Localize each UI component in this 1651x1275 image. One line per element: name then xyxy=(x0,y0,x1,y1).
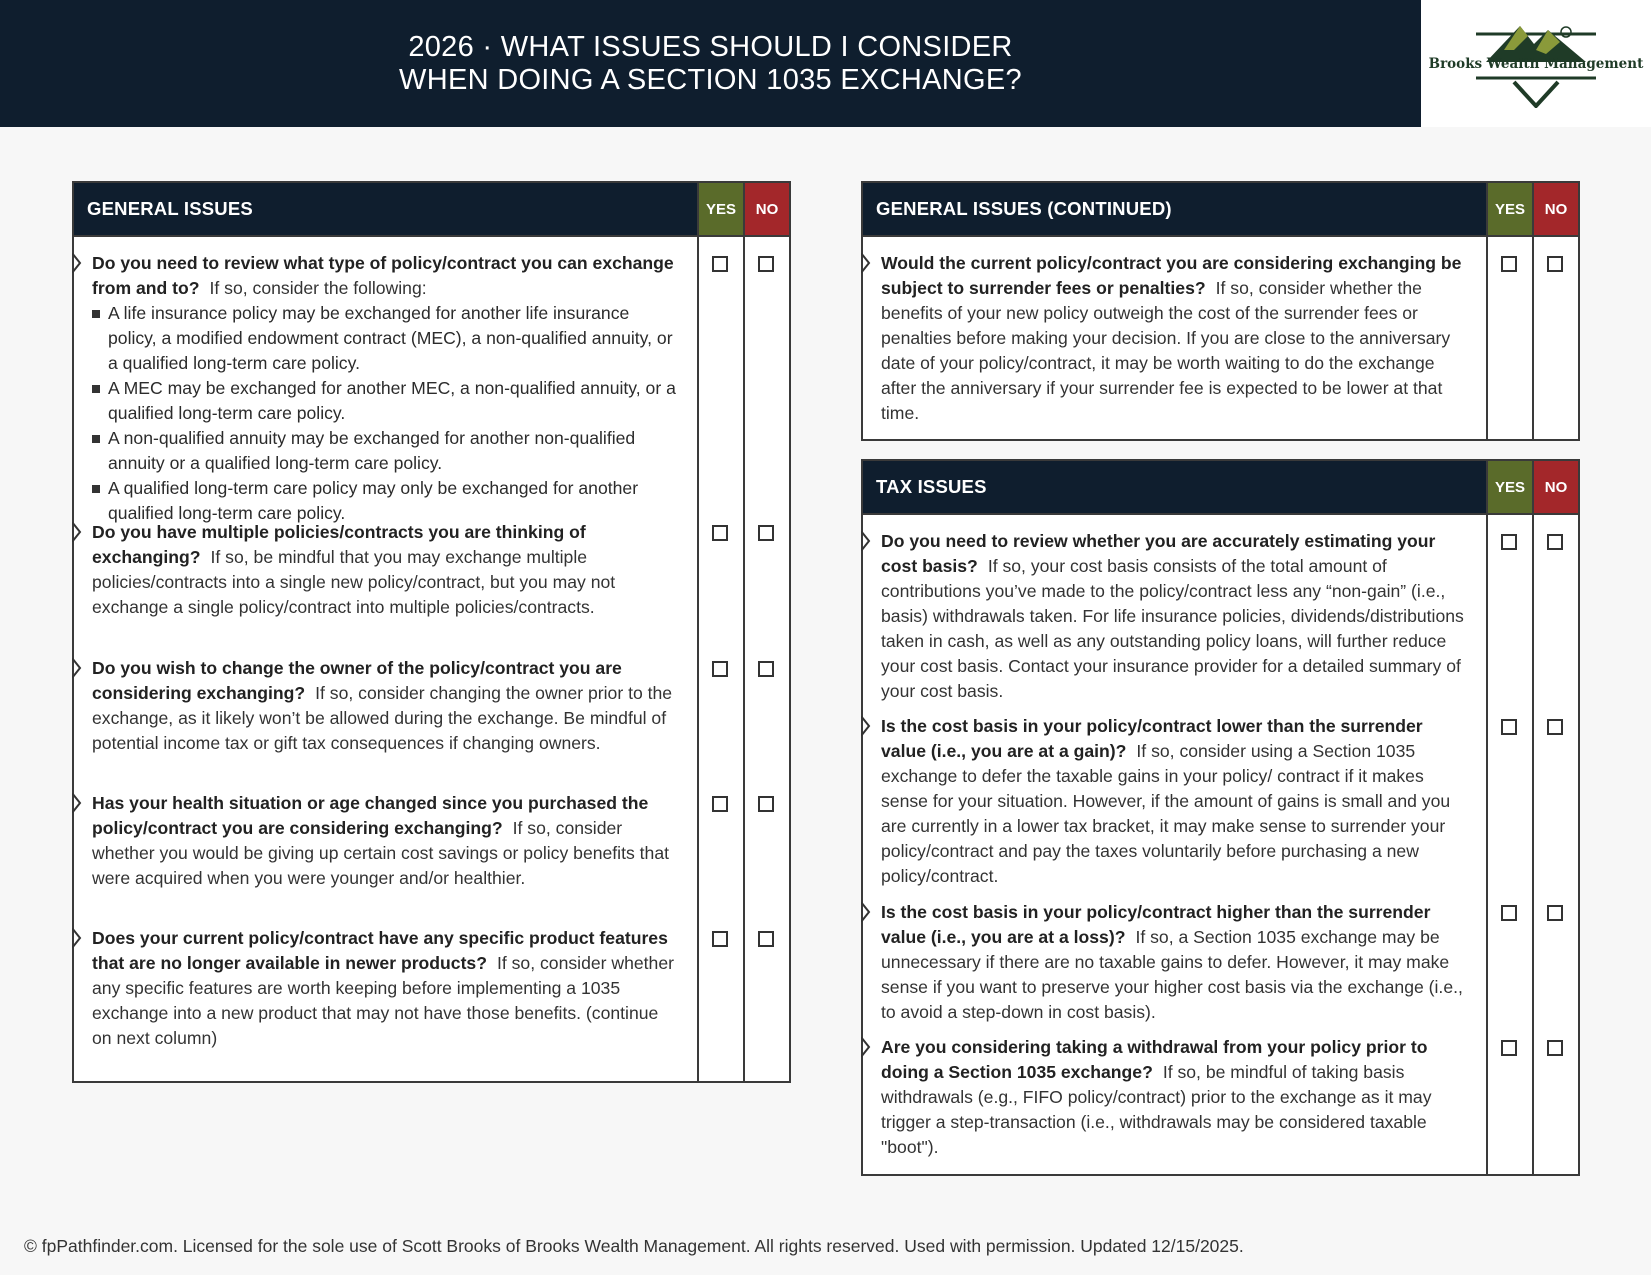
answer-text: If so, be mindful that you may exchange multiple policies/contracts into a single new policy/contract, but you may not exchange a single policy/contract into multiple policies/contracts. xyxy=(92,547,616,617)
answer-text: If so, your cost basis consists of the total amount of contributions you’ve made to the policy/contract less any “non-gain” (i.e., basis) withdrawals taken. For life insurance policies, dividends/distributions taken in cash, as well as any outstanding policy loans, will further reduce your cost basis. Contact your insurance provider for a detailed summary of your cost basis. xyxy=(881,556,1464,701)
chevron-right-icon xyxy=(861,253,871,273)
yes-column-header: YES xyxy=(697,183,743,235)
yes-checkbox[interactable] xyxy=(712,256,728,272)
general-issues-list xyxy=(74,237,697,1083)
question-text: Do you need to review whether you are accurately estimating your cost basis? xyxy=(881,531,1436,576)
tax-issues-header xyxy=(863,461,1578,515)
yes-checkbox[interactable] xyxy=(712,525,728,541)
chevron-right-icon xyxy=(861,902,871,922)
yes-checkbox-column xyxy=(1486,515,1532,1176)
list-item xyxy=(74,912,697,1052)
yes-checkbox[interactable] xyxy=(712,661,728,677)
no-checkbox[interactable] xyxy=(758,931,774,947)
list-item xyxy=(863,1021,1486,1171)
question-text: Do you need to review what type of policy/contract you can exchange from and to? xyxy=(92,253,674,298)
question-text: Would the current policy/contract you are considering exchanging be subject to surrender fees or penalties? xyxy=(881,253,1462,298)
yes-checkbox[interactable] xyxy=(1501,905,1517,921)
answer-text: If so, consider the following: xyxy=(209,278,427,298)
answer-text: If so, consider whether the benefits of your new policy outweigh the cost of the surrender fees or penalties before making your decision. If you are close to the anniversary date of your policy/contract, it may be worth waiting to do the exchange after the anniversary if your surrender fee is expected to be lower at that time. xyxy=(881,278,1451,423)
question-text: Does your current policy/contract have any specific product features that are no longer available in newer products? xyxy=(92,928,668,973)
answer-text: If so, consider changing the owner prior to the exchange, as it likely won’t be allowed during the exchange. Be mindful of potential income tax or gift tax consequences if changing owners. xyxy=(92,683,673,753)
chevron-right-icon xyxy=(72,522,82,542)
question-text: Do you have multiple policies/contracts you are thinking of exchanging? xyxy=(92,522,586,567)
no-checkbox-column xyxy=(743,237,789,1083)
question-text: Are you considering taking a withdrawal from your policy prior to doing a Section 1035 exchange? xyxy=(881,1037,1428,1082)
bullet-list xyxy=(92,301,679,526)
chevron-right-icon xyxy=(72,658,82,678)
answer-text: If so, consider whether any specific features are worth keeping before implementing a 1035 exchange into a new product that may not have those benefits. (continue on next column) xyxy=(92,953,674,1048)
yes-checkbox[interactable] xyxy=(1501,719,1517,735)
yes-column-header: YES xyxy=(1486,183,1532,235)
general-issues-title: GENERAL ISSUES xyxy=(87,198,253,219)
copyright-footer: © fpPathfinder.com. Licensed for the sole use of Scott Brooks of Brooks Wealth Management. All rights reserved. Used with permission. Updated 12/15/2025. xyxy=(24,1236,1244,1256)
yes-checkbox-column xyxy=(1486,237,1532,441)
answer-text: If so, consider whether you would be giving up certain cost savings or policy benefits that were acquired when you were younger and/or healthier. xyxy=(92,818,670,888)
general-issues-panel xyxy=(72,181,791,1083)
bullet-item: A qualified long-term care policy may only be exchanged for another qualified long-term care policy. xyxy=(92,476,679,526)
no-checkbox-column xyxy=(1532,515,1578,1176)
yes-checkbox-column xyxy=(697,237,743,1083)
list-item xyxy=(863,237,1486,426)
list-item xyxy=(74,777,697,912)
chevron-right-icon xyxy=(72,793,82,813)
bullet-item: A non-qualified annuity may be exchanged for another non-qualified annuity or a qualified long-term care policy. xyxy=(92,426,679,476)
yes-column-header: YES xyxy=(1486,461,1532,513)
logo-text: Brooks Wealth Management xyxy=(1428,56,1644,72)
no-column-header: NO xyxy=(1532,461,1578,513)
list-item xyxy=(74,506,697,642)
no-checkbox[interactable] xyxy=(758,661,774,677)
general-issues-continued-panel xyxy=(861,181,1580,441)
bullet-item: A life insurance policy may be exchanged for another life insurance policy, a modified endowment contract (MEC), a non-qualified annuity, or a qualified long-term care policy. xyxy=(92,301,679,376)
no-checkbox-column xyxy=(1532,237,1578,441)
tax-issues-list xyxy=(863,515,1486,1176)
chevron-right-icon xyxy=(861,716,871,736)
yes-checkbox[interactable] xyxy=(712,931,728,947)
question-text: Do you wish to change the owner of the policy/contract you are considering exchanging? xyxy=(92,658,622,703)
no-checkbox[interactable] xyxy=(1547,719,1563,735)
answer-text: If so, be mindful of taking basis withdrawals (e.g., FIFO policy/contract) prior to the exchange as it may trigger a step-transaction (i.e., withdrawals may be considered taxable "boot"). xyxy=(881,1062,1432,1157)
no-column-header: NO xyxy=(1532,183,1578,235)
chevron-right-icon xyxy=(861,531,871,551)
no-checkbox[interactable] xyxy=(1547,256,1563,272)
page-title-line-2: WHEN DOING A SECTION 1035 EXCHANGE? xyxy=(399,63,1022,96)
no-checkbox[interactable] xyxy=(1547,905,1563,921)
yes-checkbox[interactable] xyxy=(1501,534,1517,550)
chevron-right-icon xyxy=(72,253,82,273)
page-header xyxy=(0,0,1421,127)
bullet-item: A MEC may be exchanged for another MEC, a non-qualified annuity, or a qualified long-term care policy. xyxy=(92,376,679,426)
question-text: Has your health situation or age changed since you purchased the policy/contract you are considering exchanging? xyxy=(92,793,649,838)
list-item xyxy=(863,886,1486,1021)
no-checkbox[interactable] xyxy=(1547,534,1563,550)
no-checkbox[interactable] xyxy=(758,525,774,541)
tax-issues-panel xyxy=(861,459,1580,1176)
answer-text: If so, a Section 1035 exchange may be unnecessary if there are no taxable gains to defer. However, it may make sense if you want to preserve your higher cost basis via the exchange (i.e., to avoid a step-down in cost basis). xyxy=(881,927,1463,1022)
no-checkbox[interactable] xyxy=(758,796,774,812)
general-issues-continued-header xyxy=(863,183,1578,237)
chevron-right-icon xyxy=(72,928,82,948)
question-text: Is the cost basis in your policy/contract lower than the surrender value (i.e., you are at a gain)? xyxy=(881,716,1423,761)
no-column-header: NO xyxy=(743,183,789,235)
list-item xyxy=(863,515,1486,700)
answer-text: If so, consider using a Section 1035 exchange to defer the taxable gains in your policy/ contract if it makes sense for your situation. However, if the amount of gains is small and you are currently in a lower tax bracket, it may make sense to surrender your policy/contract and pay the taxes voluntarily before purchasing a new policy/contract. xyxy=(881,741,1451,886)
logo xyxy=(1421,0,1651,127)
yes-checkbox[interactable] xyxy=(712,796,728,812)
yes-checkbox[interactable] xyxy=(1501,256,1517,272)
yes-checkbox[interactable] xyxy=(1501,1040,1517,1056)
list-item xyxy=(74,237,697,523)
general-issues-continued-title: GENERAL ISSUES (CONTINUED) xyxy=(876,198,1172,219)
general-issues-continued-list xyxy=(863,237,1486,441)
no-checkbox[interactable] xyxy=(758,256,774,272)
chevron-right-icon xyxy=(861,1037,871,1057)
no-checkbox[interactable] xyxy=(1547,1040,1563,1056)
list-item xyxy=(74,642,697,777)
question-text: Is the cost basis in your policy/contract higher than the surrender value (i.e., you are at a loss)? xyxy=(881,902,1431,947)
general-issues-header xyxy=(74,183,789,237)
page-title-line-1: 2026 · WHAT ISSUES SHOULD I CONSIDER xyxy=(408,30,1013,63)
list-item xyxy=(863,700,1486,886)
tax-issues-title: TAX ISSUES xyxy=(876,476,987,497)
